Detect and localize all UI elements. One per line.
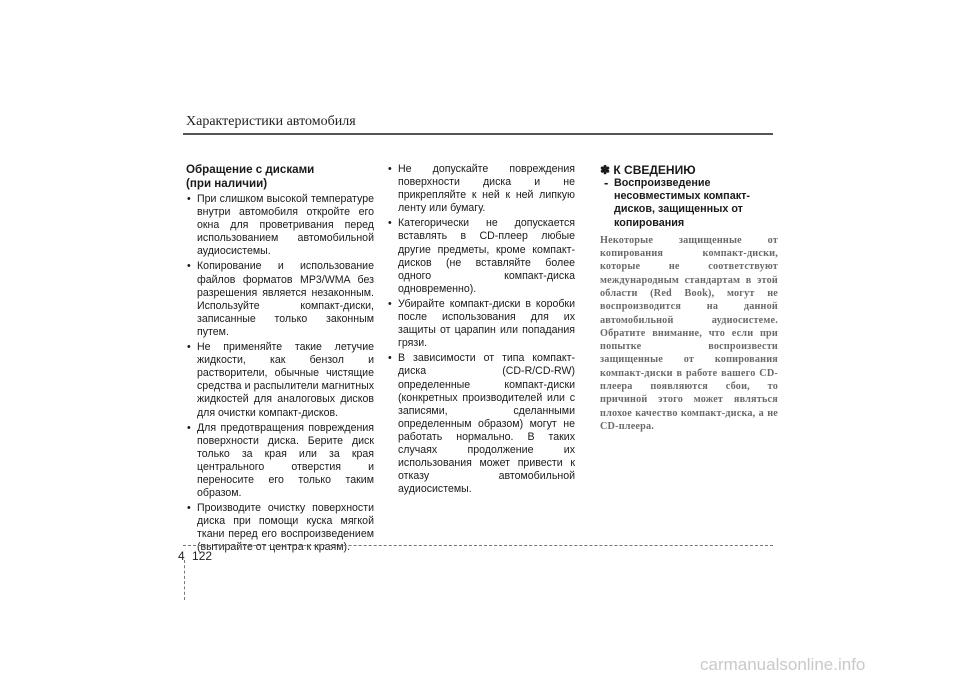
list-item: • Для предотвращения повреждения поверхности диска. Берите диск только за края или за края центрального отверстия и переносите его только таким образом. bbox=[186, 422, 374, 501]
page-header-title: Характеристики автомобиля bbox=[186, 114, 356, 129]
note-subheading bbox=[600, 177, 778, 230]
section-title-line2: (при наличии) bbox=[186, 176, 268, 190]
note-sub-line4: копирования bbox=[614, 216, 685, 229]
note-heading: ✽ К СВЕДЕНИЮ bbox=[600, 163, 696, 177]
middle-column bbox=[387, 163, 575, 498]
chapter-number: 4 bbox=[178, 549, 185, 563]
list-item: • Производите очистку поверхности диска при помощи куска мягкой ткани перед его воспроизведением (вытирайте от центра к краям). bbox=[186, 502, 374, 554]
note-column bbox=[600, 163, 778, 433]
header-divider bbox=[183, 133, 773, 135]
list-item: • Убирайте компакт-диски в коробки после использования для их защиты от царапин или попадания грязи. bbox=[387, 298, 575, 350]
footer-divider bbox=[183, 545, 773, 546]
left-column bbox=[186, 163, 374, 557]
middle-bullet-list bbox=[387, 163, 575, 496]
note-sub-line3: дисков, защищенных от bbox=[614, 203, 743, 216]
footer-vertical-divider bbox=[184, 560, 185, 600]
list-item: • В зависимости от типа компакт-диска (CD-R/CD-RW) определенные компакт-диски (конкретных производителей или с записями, сделанными определенным образом) могут не работать нормально. В таких случаях продолжение их использования может привести к отказу автомобильной аудиосистемы. bbox=[387, 352, 575, 496]
list-item: • Копирование и использование файлов форматов MP3/WMA без разрешения является незаконным. Используйте компакт-диски, записанные только законным путем. bbox=[186, 260, 374, 339]
note-sub-dash: - bbox=[604, 175, 609, 190]
note-body: Некоторые защищенные от копирования компакт-диски, которые не соответствуют международным стандартам в этой области (Red Book), могут не воспроизводится на данной автомобильной аудиосистеме. Обратите внимание, что если при попытке воспроизвести защищенные от копирования компакт-диски в работе вашего CD-плеера появляются сбои, то причиной этого может являться плохое качество компакт-диска, а не CD-плеера. bbox=[600, 234, 778, 432]
watermark-text: carmanualsonline.info bbox=[700, 655, 866, 674]
left-bullet-list bbox=[186, 193, 374, 555]
section-title-line1: Обращение с дисками bbox=[186, 163, 315, 176]
note-sub-line1: Воспроизведение bbox=[614, 177, 711, 189]
list-item: • При слишком высокой температуре внутри автомобиля откройте его окна для проветривания перед использованием автомобильной аудиосистемы. bbox=[186, 193, 374, 258]
note-sub-line2: несовместимых компакт- bbox=[614, 190, 750, 203]
page-number bbox=[178, 549, 212, 563]
list-item: • Не допускайте повреждения поверхности диска и не прикрепляйте к ней к ней липкую ленту или бумагу. bbox=[387, 163, 575, 215]
list-item: • Категорически не допускается вставлять в CD-плеер любые другие предметы, кроме компакт-дисков (не вставляйте более одного компакт-диска одновременно). bbox=[387, 217, 575, 296]
section-title bbox=[186, 163, 374, 190]
list-item: • Не применяйте такие летучие жидкости, как бензол и растворители, обычные чистящие средства и распылители магнитных жидкостей для аналоговых дисков для очистки компакт-дисков. bbox=[186, 341, 374, 420]
page-number-value: 122 bbox=[192, 549, 213, 563]
